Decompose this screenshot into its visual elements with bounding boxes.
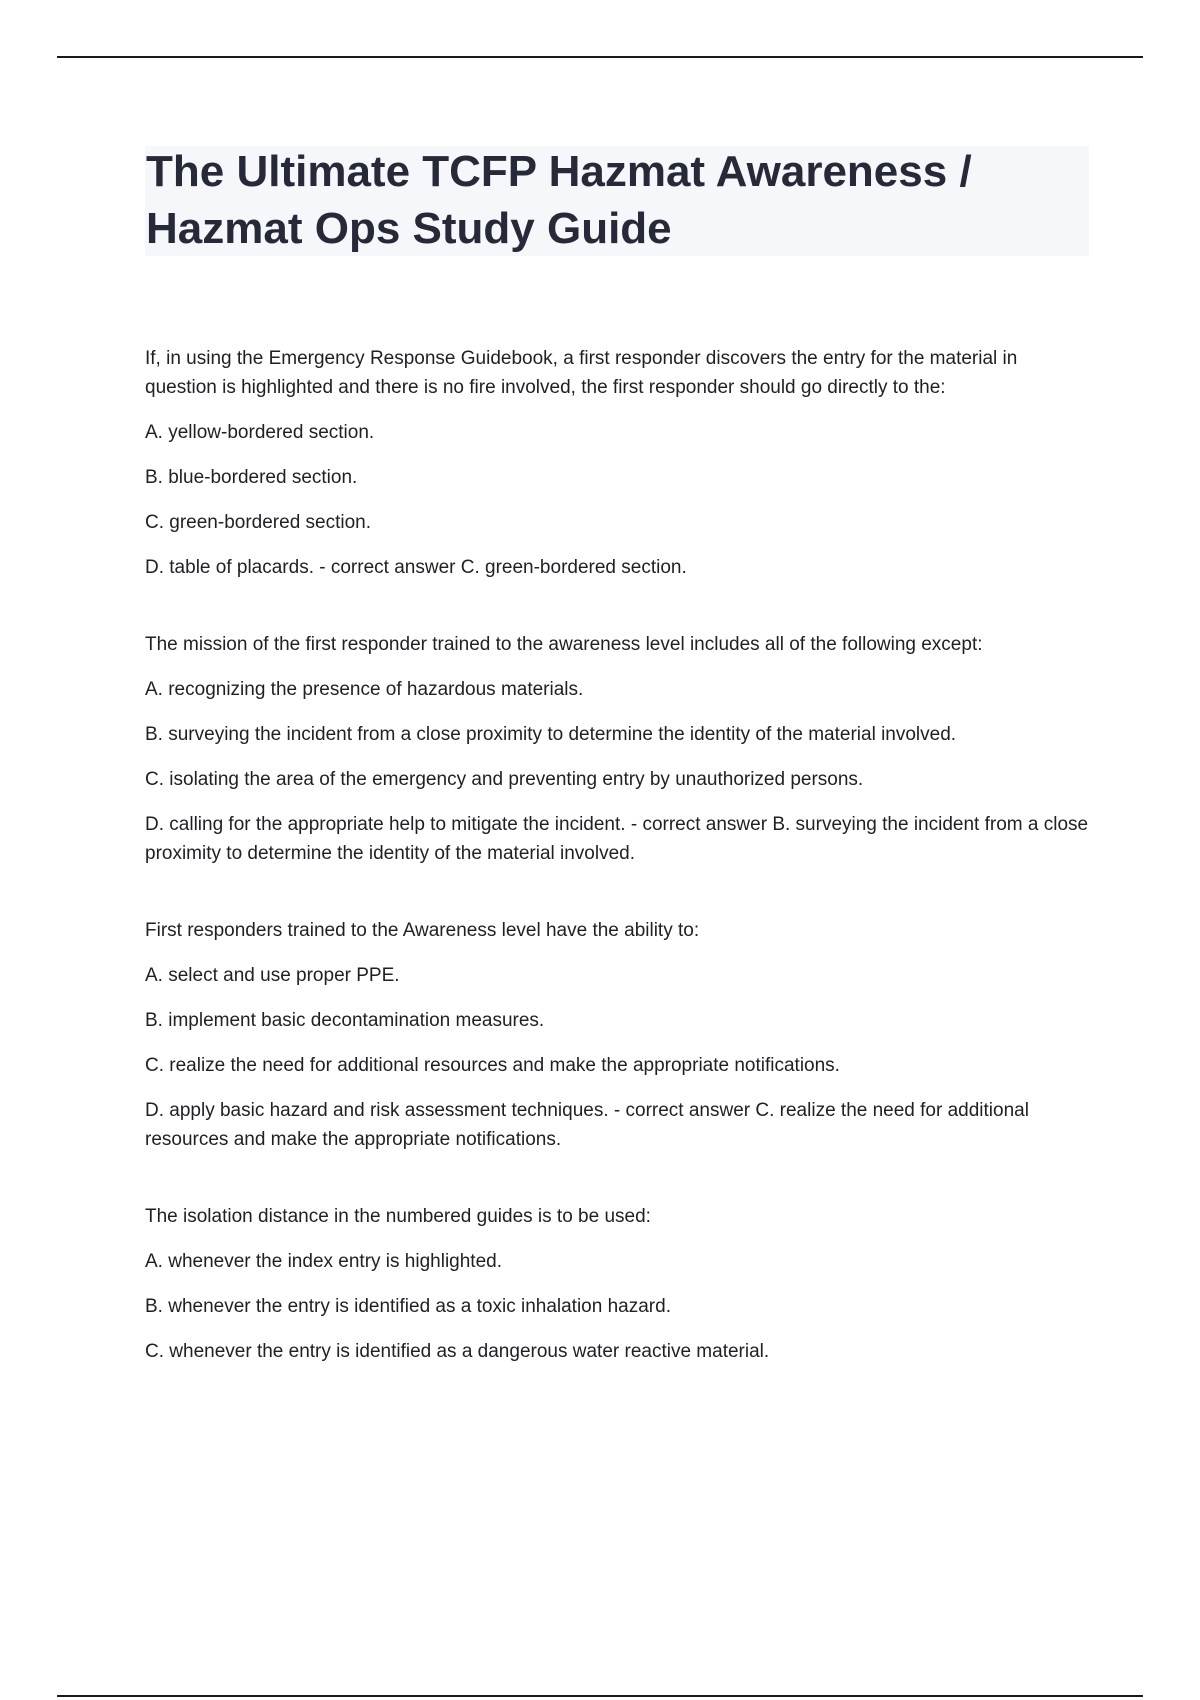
- question-stem: First responders trained to the Awareness level have the ability to:: [145, 920, 700, 941]
- answer-option: B. implement basic decontamination measures.: [145, 1010, 545, 1031]
- answer-option-with-correct-answer: D. apply basic hazard and risk assessment techniques. - correct answer C. realize the need for additional resources and make the appropriate notifications.: [145, 1100, 1029, 1150]
- answer-option: C. green-bordered section.: [145, 512, 372, 533]
- answer-option-with-correct-answer: D. calling for the appropriate help to mitigate the incident. - correct answer B. surveying the incident from a close proximity to determine the identity of the material involved.: [145, 814, 1089, 864]
- footer-rule: [57, 1695, 1143, 1697]
- question-1: [145, 344, 1090, 582]
- answer-option: A. recognizing the presence of hazardous materials.: [145, 679, 584, 700]
- answer-option: A. whenever the index entry is highlighted.: [145, 1251, 502, 1272]
- answer-option: B. blue-bordered section.: [145, 467, 358, 488]
- answer-option: A. select and use proper PPE.: [145, 965, 400, 986]
- question-stem: If, in using the Emergency Response Guidebook, a first responder discovers the entry for the material in question is highlighted and there is no fire involved, the first responder should go directly to the:: [145, 348, 1018, 398]
- question-stem: The mission of the first responder trained to the awareness level includes all of the following except:: [145, 634, 983, 655]
- answer-option: C. isolating the area of the emergency and preventing entry by unauthorized persons.: [145, 769, 864, 790]
- question-4: [145, 1202, 1090, 1366]
- question-list: [145, 344, 1090, 1414]
- answer-option: B. surveying the incident from a close proximity to determine the identity of the material involved.: [145, 724, 957, 745]
- answer-option: C. whenever the entry is identified as a dangerous water reactive material.: [145, 1341, 770, 1362]
- answer-option: C. realize the need for additional resources and make the appropriate notifications.: [145, 1055, 840, 1076]
- question-stem: The isolation distance in the numbered guides is to be used:: [145, 1206, 651, 1227]
- answer-option: B. whenever the entry is identified as a toxic inhalation hazard.: [145, 1296, 671, 1317]
- question-3: [145, 916, 1090, 1154]
- question-2: [145, 630, 1090, 868]
- answer-option: A. yellow-bordered section.: [145, 422, 375, 443]
- header-rule: [57, 56, 1143, 58]
- document-title: The Ultimate TCFP Hazmat Awareness / Hazmat Ops Study Guide: [146, 147, 972, 253]
- answer-option-with-correct-answer: D. table of placards. - correct answer C. green-bordered section.: [145, 557, 687, 578]
